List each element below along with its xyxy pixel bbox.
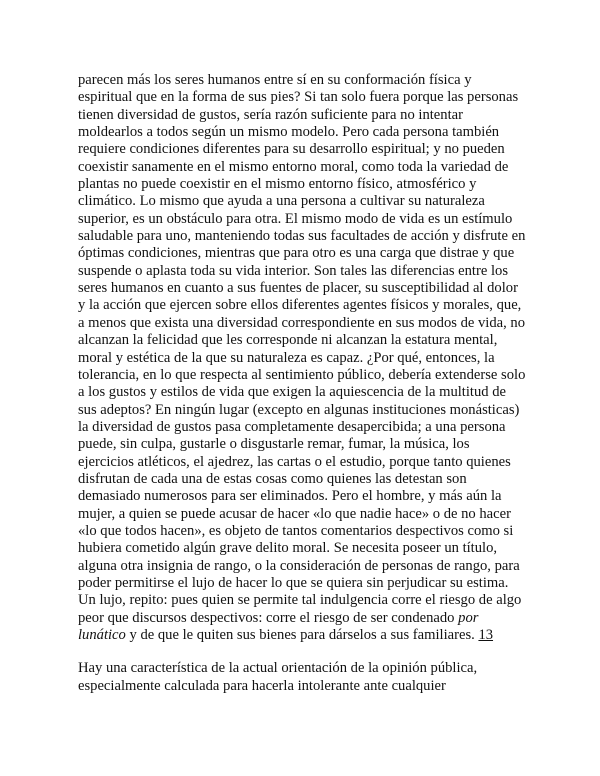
paragraph-text-continued: y de que le quiten sus bienes para dárselos a sus familiares. bbox=[125, 627, 479, 643]
paragraph-text: Hay una característica de la actual orientación de la opinión pública, especialmente calculada para hacerla intolerante ante cualquier bbox=[78, 660, 478, 694]
footnote-link[interactable]: 13 bbox=[478, 627, 494, 643]
document-page bbox=[78, 72, 526, 695]
paragraph-text: parecen más los seres humanos entre sí en su conformación física y espiritual que en la forma de sus pies? Si tan solo fuera porque las personas tienen diversidad de gustos, sería razón suficiente para no intentar moldearlos a todos según un mismo modelo. Pero cada persona también requiere condiciones diferentes para su desarrollo espiritual; y no pueden coexistir sanamente en el mismo entorno moral, como toda la variedad de plantas no puede coexistir en el mismo entorno físico, atmosférico y climático. Lo mismo que ayuda a una persona a cultivar su naturaleza superior, es un obstáculo para otra. El mismo modo de vida es un estímulo saludable para uno, manteniendo todas sus facultades de acción y disfrute en óptimas condiciones, mientras que para otro es una carga que distrae y que suspende o aplasta toda su vida interior. Son tales las diferencias entre los seres humanos en cuanto a sus fuentes de placer, su susceptibilidad al dolor y la acción que ejercen sobre ellos diferentes agentes físicos y morales, que, a menos que exista una diversidad correspondiente en sus modos de vida, no alcanzan la felicidad que les corresponde ni alcanzan la estatura mental, moral y estética de la que su naturaleza es capaz. ¿Por qué, entonces, la tolerancia, en lo que respecta al sentimiento público, debería extenderse solo a los gustos y estilos de vida que exigen la aquiescencia de la multitud de sus adeptos? En ningún lugar (excepto en algunas instituciones monásticas) la diversidad de gustos pasa completamente desapercibida; a una persona puede, sin culpa, gustarle o disgustarle remar, fumar, la música, los ejercicios atléticos, el ajedrez, las cartas o el estudio, porque tanto quienes disfrutan de cada una de estas cosas como quienes las detestan son demasiado numerosos para ser eliminados. Pero el hombre, y más aún la mujer, a quien se puede acusar de hacer «lo que nadie hace» o de no hacer «lo que todos hacen», es objeto de tantos comentarios despectivos como si hubiera cometido algún grave delito moral. Se necesita poseer un título, alguna otra insignia de rango, o la consideración de personas de rango, para poder permitirse el lujo de hacer lo que se quiera sin perjudicar su estima. Un lujo, repito: pues quien se permite tal indulgencia corre el riesgo de algo peor que discursos despectivos: corre el riesgo de ser condenado bbox=[78, 72, 526, 626]
body-paragraph bbox=[78, 72, 526, 644]
emphasized-text: por lunático bbox=[78, 609, 479, 643]
body-paragraph-second bbox=[78, 660, 526, 695]
